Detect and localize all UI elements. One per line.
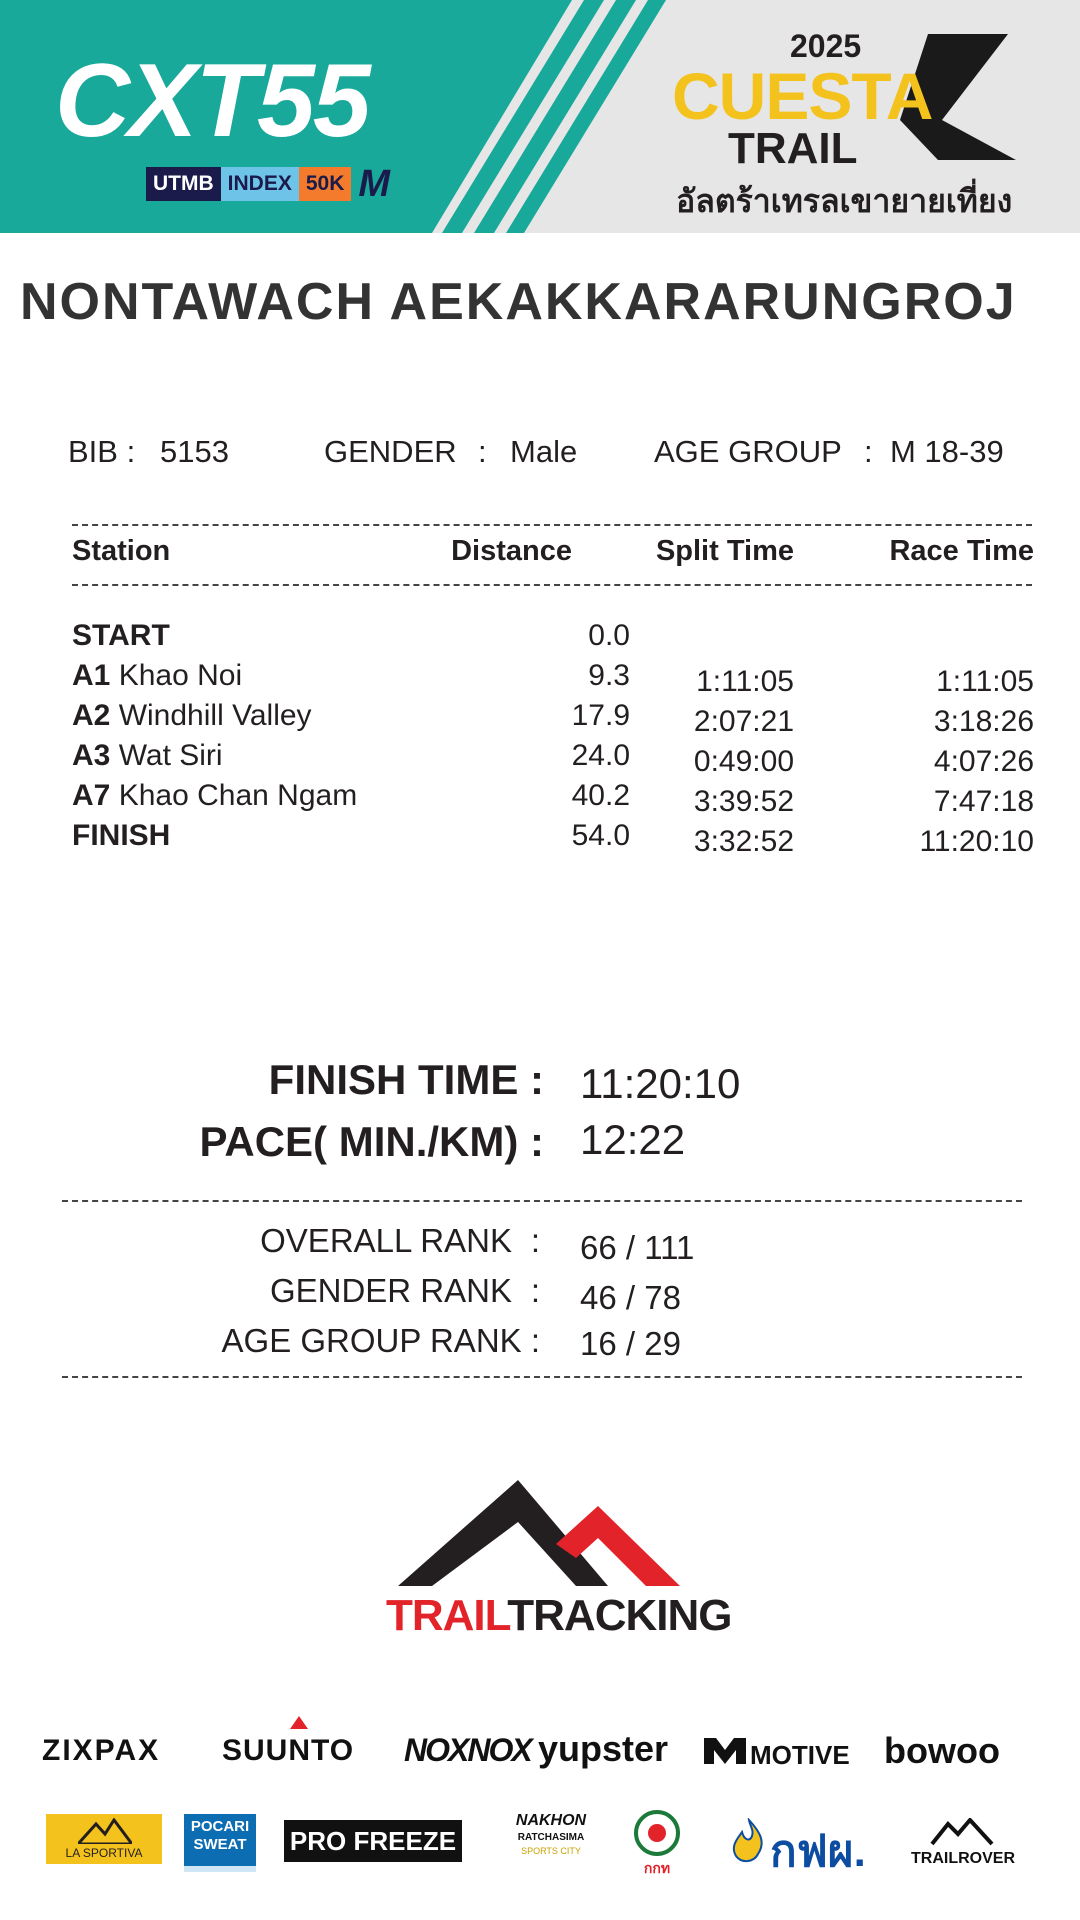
split-time-value: 1:11:05 <box>696 665 794 698</box>
egat-flame-icon <box>728 1818 770 1868</box>
race-time-value: 7:47:18 <box>933 785 1034 818</box>
split-time-value: 0:49:00 <box>693 745 794 778</box>
utmb-index-badge <box>146 162 397 205</box>
station-name: A7 Khao Chan Ngam <box>72 779 358 812</box>
header-race-time: Race Time <box>889 535 1034 567</box>
finish-time-value: 11:20:10 <box>580 1060 741 1107</box>
event-code: CXT55 <box>55 43 369 159</box>
trailrover-mountain-icon <box>930 1818 994 1846</box>
distance-value: 9.3 <box>588 659 630 692</box>
sponsor-noxnox: NOXNOX <box>404 1732 531 1768</box>
emblem-icon <box>632 1806 682 1856</box>
race-time-value: 11:20:10 <box>919 825 1034 858</box>
sponsor-egat: กฟผ. <box>770 1827 866 1876</box>
gender-value: Male <box>510 434 578 469</box>
sponsor-la-sportiva: LA SPORTIVA <box>46 1814 162 1864</box>
split-time-value: 3:32:52 <box>693 825 794 858</box>
gender-separator: : <box>478 434 487 469</box>
brand-cuesta: CUESTA <box>672 59 933 133</box>
split-time-value: 2:07:21 <box>693 705 794 738</box>
header-distance: Distance <box>451 535 572 567</box>
table-row <box>72 619 1034 659</box>
sponsor-trailrover: TRAILROVER <box>910 1818 1016 1874</box>
divider <box>62 1200 1022 1202</box>
index-label: INDEX <box>221 167 299 201</box>
motive-logo-icon <box>704 1738 746 1769</box>
gender-rank-value: 46 / 78 <box>580 1279 681 1316</box>
bib-number: 5153 <box>160 434 229 469</box>
overall-rank-value: 66 / 111 <box>580 1229 695 1266</box>
thai-tagline: อัลตร้าเทรลเขายายเที่ยง <box>676 183 1013 219</box>
station-name: START <box>72 619 170 652</box>
pace-value: 12:22 <box>580 1116 686 1163</box>
brand-trail: TRAIL <box>728 124 858 173</box>
table-row <box>72 739 1034 779</box>
sponsor-pocari-sweat: POCARI SWEAT <box>184 1814 256 1872</box>
gender-label: GENDER <box>324 434 457 469</box>
distance-value: 24.0 <box>571 739 630 772</box>
race-time-value: 1:11:05 <box>936 665 1034 698</box>
station-name: A3 Wat Siri <box>72 739 223 772</box>
table-row <box>72 819 1034 859</box>
divider <box>72 524 1032 526</box>
runner-name: NONTAWACH AEKAKKARARUNGROJ <box>20 273 1017 331</box>
overall-rank-label: OVERALL RANK <box>260 1222 512 1259</box>
event-year: 2025 <box>790 28 862 64</box>
suunto-triangle-icon <box>290 1716 308 1729</box>
distance-value: 54.0 <box>571 819 630 852</box>
station-name: A1 Khao Noi <box>72 659 243 692</box>
table-row <box>72 779 1034 819</box>
age-group-value: M 18-39 <box>890 434 1004 469</box>
gender-rank-label: GENDER RANK <box>269 1272 512 1309</box>
split-time-value: 3:39:52 <box>693 785 794 818</box>
age-group-label: AGE GROUP <box>654 434 842 469</box>
category-label: 50K <box>299 167 352 201</box>
table-row <box>72 659 1034 699</box>
divider <box>72 584 1032 586</box>
header-station: Station <box>72 535 171 567</box>
sponsor-suunto: SUUNTO <box>222 1734 355 1767</box>
header-split-time: Split Time <box>655 535 794 567</box>
age-group-rank-label: AGE GROUP RANK : <box>221 1322 540 1359</box>
age-group-rank-value: 16 / 29 <box>580 1325 681 1362</box>
utmb-label: UTMB <box>146 167 221 201</box>
la-sportiva-mountain-icon <box>78 1818 132 1844</box>
category-letter: M <box>358 162 391 205</box>
pace-label: PACE( MIN./KM) : <box>199 1118 544 1165</box>
trailtracking-wordmark: TRAILTRACKING <box>386 1591 732 1640</box>
race-time-value: 4:07:26 <box>933 745 1034 778</box>
sponsor-yupster: yupster <box>538 1728 669 1769</box>
divider <box>62 1376 1022 1378</box>
sponsor-nakhon-ratchasima: NAKHON RATCHASIMA SPORTS CITY <box>515 1812 587 1856</box>
bib-label: BIB : <box>68 434 136 469</box>
station-name: FINISH <box>72 819 171 852</box>
distance-value: 40.2 <box>571 779 630 812</box>
table-row <box>72 699 1034 739</box>
trailtracking-mountain-icon <box>398 1478 688 1586</box>
sponsor-zixpax: ZIXPAX <box>42 1734 161 1767</box>
gender-rank-separator: : <box>530 1272 540 1309</box>
distance-value: 17.9 <box>571 699 630 732</box>
sponsor-pro-freeze: PRO FREEZE <box>284 1820 462 1862</box>
sponsor-sat-emblem: กกท <box>626 1806 688 1880</box>
race-time-value: 3:18:26 <box>933 705 1034 738</box>
overall-rank-separator: : <box>530 1222 540 1259</box>
station-name: A2 Windhill Valley <box>72 699 312 732</box>
sponsor-bowoo: bowoo <box>884 1730 1000 1771</box>
sponsor-motive: MOTIVE <box>750 1740 850 1770</box>
finish-time-label: FINISH TIME : <box>268 1056 544 1103</box>
event-header <box>0 0 1080 233</box>
age-group-separator: : <box>864 434 873 469</box>
distance-value: 0.0 <box>588 619 630 652</box>
